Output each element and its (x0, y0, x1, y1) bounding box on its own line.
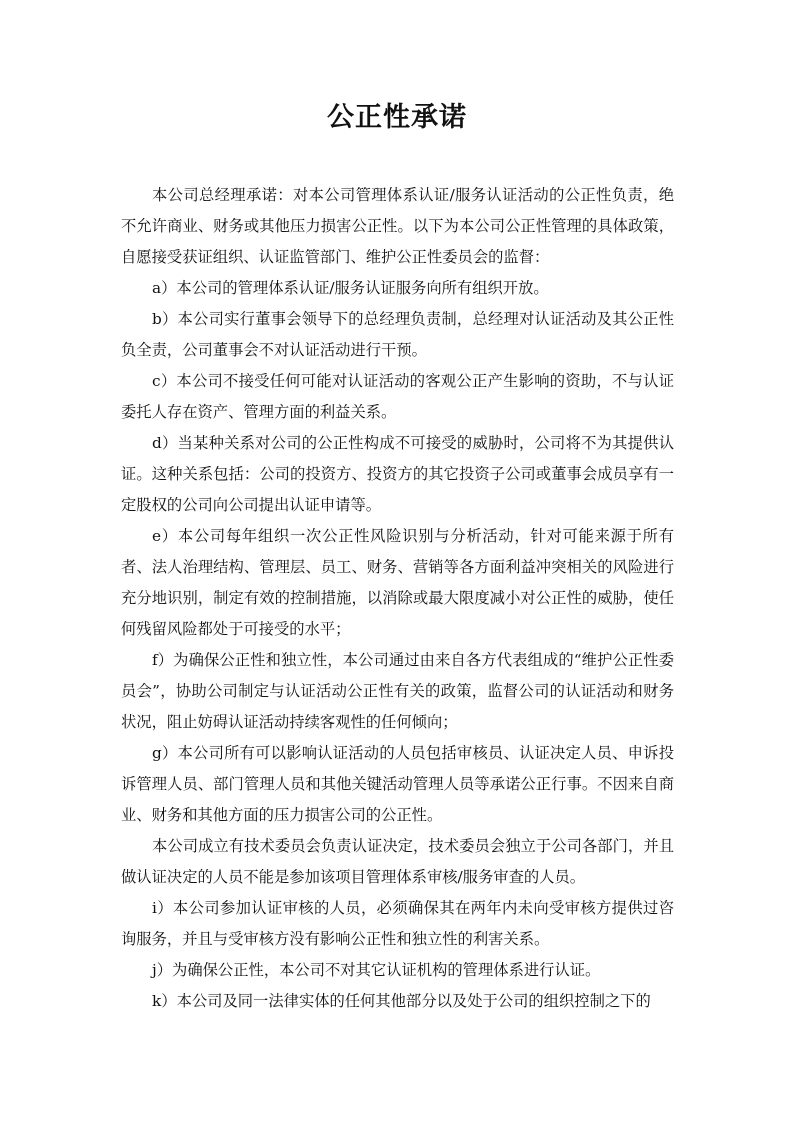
clause-a-paragraph: a）本公司的管理体系认证/服务认证服务向所有组织开放。 (152, 279, 549, 297)
clause-i-paragraph: i）本公司参加认证审核的人员，必须确保其在两年内未向受审核方提供过咨询服务，并且与受审核方没有影响公正性和独立性的利害关系。 (121, 899, 674, 948)
clause-k-paragraph: k）本公司及同一法律实体的任何其他部分以及处于公司的组织控制之下的 (152, 992, 651, 1010)
technical-committee-paragraph: 本公司成立有技术委员会负责认证决定，技术委员会独立于公司各部门，并且做认证决定的人员不能是参加该项目管理体系审核/服务审查的人员。 (121, 837, 674, 886)
clause-j-paragraph: j）为确保公正性，本公司不对其它认证机构的管理体系进行认证。 (152, 961, 601, 979)
clause-g-paragraph: g）本公司所有可以影响认证活动的人员包括审核员、认证决定人员、申诉投诉管理人员、部门管理人员和其他关键活动管理人员等承诺公正行事。不因来自商业、财务和其他方面的压力损害公司的公正性。 (121, 744, 674, 824)
clause-b-paragraph: b）本公司实行董事会领导下的总经理负责制，总经理对认证活动及其公正性负全责，公司董事会不对认证活动进行干预。 (121, 310, 674, 359)
document-body (121, 180, 674, 1017)
clause-d-paragraph: d）当某种关系对公司的公正性构成不可接受的威胁时，公司将不为其提供认证。这种关系包括：公司的投资方、投资方的其它投资子公司或董事会成员享有一定股权的公司向公司提出认证申请等。 (121, 434, 674, 514)
document-title: 公正性承诺 (327, 102, 467, 133)
clause-e-paragraph: e）本公司每年组织一次公正性风险识别与分析活动，针对可能来源于所有者、法人治理结构、管理层、员工、财务、营销等各方面利益冲突相关的风险进行充分地识别，制定有效的控制措施，以消除或最大限度减小对公正性的威胁，使任何残留风险都处于可接受的水平； (121, 527, 674, 638)
intro-paragraph: 本公司总经理承诺：对本公司管理体系认证/服务认证活动的公正性负责，绝不允许商业、财务或其他压力损害公正性。以下为本公司公正性管理的具体政策，自愿接受获证组织、认证监管部门、维护公正性委员会的监督： (121, 186, 674, 266)
clause-f-paragraph: f）为确保公正性和独立性，本公司通过由来自各方代表组成的“维护公正性委员会”，协助公司制定与认证活动公正性有关的政策，监督公司的认证活动和财务状况，阻止妨碍认证活动持续客观性的任何倾向； (121, 651, 674, 731)
clause-c-paragraph: c）本公司不接受任何可能对认证活动的客观公正产生影响的资助，不与认证委托人存在资产、管理方面的利益关系。 (121, 372, 674, 421)
